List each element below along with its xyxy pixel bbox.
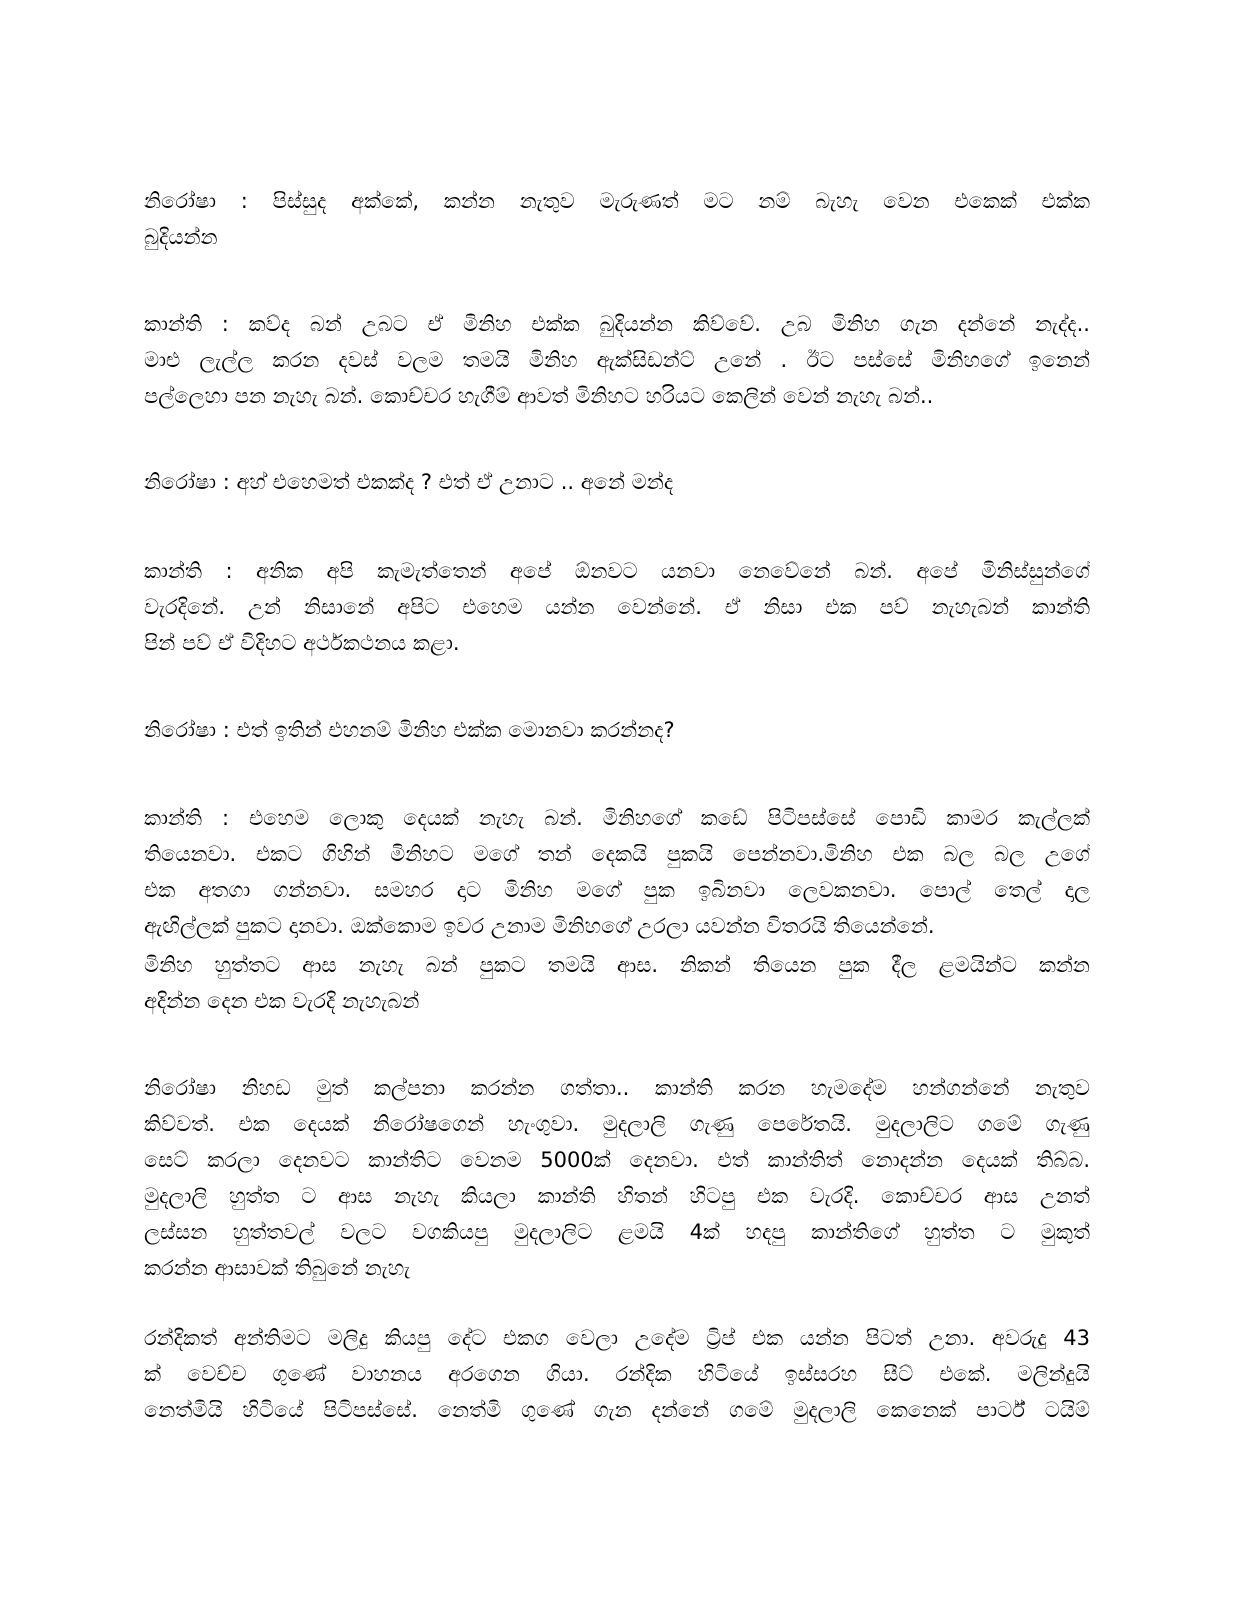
text-line: කිව්වත්. එක දෙයක් නිරෝෂගෙන් හැංගුවා. මුදලාලි ගැණු පෙරේතයි. මුදලාලිට ගමේ ගැණු bbox=[144, 1112, 1090, 1136]
text-line: කාන්ති : කව්ද බන් උබට ඒ මිනිහ එක්ක බුදියන්න කිව්වේ. උබ මිනිහ ගැන දන්නේ නැද්ද.. bbox=[144, 312, 1090, 336]
paragraph-niroshaa-question bbox=[144, 712, 1090, 748]
text-line: වැරදිනේ. උන් නිසානේ අපිට එහෙම යන්න වෙන්නේ. ඒ නිසා එක පව් නැහැබන් කාන්ති bbox=[144, 595, 1090, 619]
text-line: රන්දිකත් අන්තිමට මලිදු කියපු දේට එකග වෙලා උදේම ට්‍රිප් එක යන්න පිටත් උනා. අවරුදු 43 bbox=[144, 1326, 1090, 1350]
text-line: නෙත්මියි හිටියේ පිටිපස්සේ. නෙත්මි ගුණේ ගැන දන්නේ ගමේ මුදලාලි කෙනෙක් පාර්ට් ටයිම් bbox=[144, 1398, 1090, 1422]
text-line: තියෙනවා. එකට ගිහින් මිනිහට මගේ තන් දෙකයි පුකයි පෙන්නවා.මිනිහ එක බල බල උගේ bbox=[144, 842, 1090, 866]
text-line: බුදියන්න bbox=[144, 225, 218, 249]
text-line: අදින්න දෙන එක වැරදි නැහැබන් bbox=[144, 989, 420, 1013]
text-line: කාන්ති : අනික අපි කැමැත්තෙන් අපේ ඕනවට යනවා නෙවේනේ බන්. අපේ මිනිස්සුන්ගේ bbox=[144, 559, 1090, 583]
text-line: පින් පව් ඒ විදිහට අර්ථකථනය කළා. bbox=[144, 631, 460, 655]
text-line: නිරෝෂා : අහ් එහෙමත් එකක්ද ? එත් ඒ උනාට .. අනේ මන්ද bbox=[144, 470, 674, 494]
text-line: කරන්න ආසාවක් තිබුනේ නැහැ bbox=[144, 1256, 411, 1280]
text-line: ඇඟිල්ලක් පුකට දානවා. ඔක්කොම ඉවර උනාම මිනිහගේ උරලා යවන්න විතරයි තියෙන්නේ. bbox=[144, 914, 935, 938]
text-line: සෙට් කරලා දෙනවට කාන්තිට වෙනම 5000ක් දෙනවා. එත් කාන්තිත් නොදන්න දෙයක් තිබ්බ. bbox=[144, 1148, 1090, 1172]
paragraph-kaanthi-explanation bbox=[144, 306, 1090, 414]
text-line: නිරෝෂා : පිස්සුද අක්කේ, කන්න නැතුව මැරුණත් මට නම් බැහැ වෙන එකෙක් එක්ක bbox=[144, 189, 1090, 213]
paragraph-kaanthi-justification bbox=[144, 553, 1090, 661]
paragraph-niroshaa-refusal bbox=[144, 183, 1090, 255]
text-line: මුදලාලි හුත්ත ට ආස නැහැ කියලා කාන්ති හිතන් හිටපු එක වැරදි. කොච්චර ආස උනත් bbox=[144, 1184, 1090, 1208]
text-line: එක අතගා ගන්නවා. සමහර දාට මිනිහ මගේ පුක ඉබිනවා ලෙවකනවා. පොල් තෙල් දාල bbox=[144, 878, 1090, 902]
text-line: මාළු ලැල්ල කරන දවස් වලම තමයි මිනිහ ඇක්සිඩන්ට් උනේ . ඊට පස්සේ මිනිහගේ ඉනෙන් bbox=[144, 348, 1090, 372]
text-line: කාන්ති : එහෙම ලොකු දෙයක් නැහැ බන්. මිනිහගේ කඩේ පිටිපස්සේ පොඩි කාමර කැල්ලක් bbox=[144, 806, 1090, 830]
text-line: නිරෝෂා : එත් ඉතින් එහනම් මිනිහ එක්ක මොනවා කරන්නද? bbox=[144, 718, 675, 742]
text-line: නිරෝෂා නිහඩ මුත් කල්පනා කරන්න ගත්තා.. කාන්ති කරන හැමදේම හන්ගන්නේ නැතුව bbox=[144, 1076, 1090, 1100]
text-line: මිනිහ හුත්තට ආස නැහැ බන් පුකට තමයි ආස. නිකන් තියෙන පුක දීල ළමයින්ට කන්න bbox=[144, 953, 1090, 977]
text-line: පල්ලෙහා පන නැහැ බන්. කොච්චර හැගීම් ආවත් මිනිහට හරියට කෙලින් වෙන් නැහැ බන්.. bbox=[144, 384, 934, 408]
paragraph-kaanthi-continuation bbox=[144, 947, 1090, 1019]
paragraph-niroshaa-reply bbox=[144, 464, 1090, 500]
paragraph-kaanthi-description bbox=[144, 800, 1090, 944]
text-line: ක් වෙච්ච ගුණේ වාහනය අරගෙන ගියා. රන්දික හිටියේ ඉස්සරහ සීට් එකේ. මලින්දුයි bbox=[144, 1362, 1090, 1386]
paragraph-randika-trip bbox=[144, 1320, 1090, 1428]
text-line: ලස්සන හුත්තවල් වලට වගකියපු මුදලාලිට ළමයි 4ක් හදපු කාන්තිගේ හුත්ත ට මුකුත් bbox=[144, 1220, 1090, 1244]
paragraph-niroshaa-thoughts bbox=[144, 1070, 1090, 1286]
